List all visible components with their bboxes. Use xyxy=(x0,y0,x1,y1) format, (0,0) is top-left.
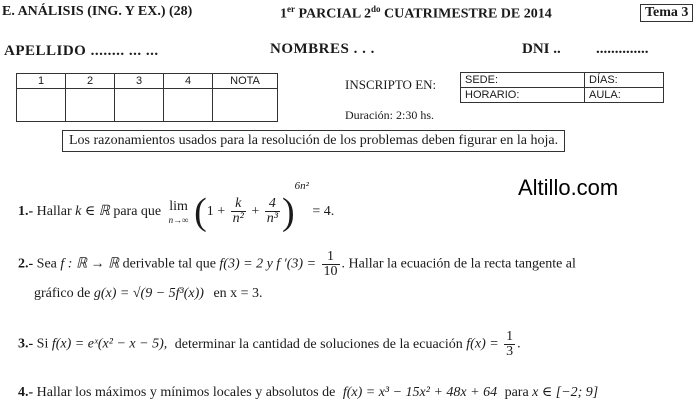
dias-cell[interactable]: DÍAS: xyxy=(585,73,664,88)
problem-1-text-b: para que xyxy=(113,204,162,219)
problem-3-text-a: Si xyxy=(36,336,49,352)
problem-1-n3: n³ xyxy=(266,211,278,227)
nombres-field[interactable]: NOMBRES . . . xyxy=(270,41,375,57)
grade-table xyxy=(16,73,278,122)
problem-3-three: 3 xyxy=(506,344,514,359)
grade-score-row xyxy=(17,89,278,122)
problem-1-exponent: 6n² xyxy=(294,180,309,192)
grade-cell-1[interactable] xyxy=(17,89,66,122)
problem-1-one-plus: 1 + xyxy=(206,204,226,219)
problem-1-text-a: Hallar xyxy=(36,204,72,219)
grade-cell-2[interactable] xyxy=(66,89,115,122)
problem-1-var: k ∈ ℝ xyxy=(75,204,110,219)
term-ordinal: 2 xyxy=(363,6,371,22)
grade-header-nota: NOTA xyxy=(213,74,278,89)
problem-1-open-paren: ( xyxy=(194,190,207,233)
watermark: Altillo.com xyxy=(518,175,619,200)
problem-1-k: k xyxy=(231,197,246,212)
problem-2-g: g(x) = √(9 − 5f³(x)) xyxy=(93,286,204,301)
problem-2-line-1 xyxy=(18,250,576,279)
problem-2-text-e: en x = 3. xyxy=(213,286,263,301)
problem-2-frac xyxy=(322,250,340,279)
problem-3-end: . xyxy=(517,336,521,352)
course-title: E. ANÁLISIS (ING. Y EX.) (28) xyxy=(2,4,193,19)
problem-3-one: 1 xyxy=(506,329,514,344)
problem-1-limit xyxy=(169,199,189,225)
apellido-field[interactable]: APELLIDO ........ ... ... xyxy=(4,43,159,59)
tema-badge: Tema 3 xyxy=(640,4,693,22)
problem-2-number: 2.- xyxy=(18,256,34,272)
grade-cell-nota[interactable] xyxy=(213,89,278,122)
problem-3-f: f(x) = eˣ(x² − x − 5), xyxy=(51,336,168,352)
problem-3 xyxy=(18,330,521,359)
enrollment-table xyxy=(460,72,664,103)
problem-4-domain: x ∈ [−2; 9] xyxy=(532,385,599,400)
aula-cell[interactable]: AULA: xyxy=(585,88,664,103)
problem-4-number: 4.- xyxy=(18,385,34,400)
problem-2-one: 1 xyxy=(322,250,340,265)
duration: Duración: 2:30 hs. xyxy=(345,108,434,122)
grade-cell-3[interactable] xyxy=(115,89,164,122)
problem-3-frac xyxy=(504,330,515,359)
problem-4-text-a: Hallar los máximos y mínimos locales y absolutos de xyxy=(36,385,336,400)
problem-1-plus: + xyxy=(251,204,260,219)
problem-1-close-paren: ) xyxy=(281,190,295,233)
exam-ordinal: 1 xyxy=(280,6,287,22)
grade-header-3: 3 xyxy=(115,74,164,89)
grade-header-1: 1 xyxy=(17,74,66,89)
grade-header-row xyxy=(17,74,278,89)
grade-cell-4[interactable] xyxy=(164,89,213,122)
term-text: CUATRIMESTRE DE 2014 xyxy=(383,6,552,22)
exam-ordinal-suffix: er xyxy=(287,4,295,14)
problem-2-cond: f(3) = 2 y f ′(3) = xyxy=(219,256,317,272)
term-ordinal-suffix: do xyxy=(370,4,381,14)
problem-1-frac-k xyxy=(231,197,246,226)
problem-2-ten: 10 xyxy=(323,264,338,279)
problem-2-func: f : ℝ → ℝ xyxy=(60,256,120,272)
instruction-box: Los razonamientos usados para la resolución de los problemas deben figurar en la hoja. xyxy=(62,130,565,152)
problem-2-text-a: Sea xyxy=(36,256,57,272)
dni-field[interactable]: DNI .. xyxy=(522,41,561,57)
grade-header-4: 4 xyxy=(164,74,213,89)
problem-4-text-b: para xyxy=(504,385,529,400)
problem-1-equals: = 4. xyxy=(312,204,335,219)
problem-3-eq: f(x) = xyxy=(466,336,499,352)
problem-1-four: 4 xyxy=(265,197,280,212)
problem-1-lim-sub: n→∞ xyxy=(168,214,189,225)
exam-title xyxy=(280,4,552,23)
exam-word: PARCIAL xyxy=(298,6,361,22)
problem-2-text-c: . Hallar la ecuación de la recta tangente al xyxy=(341,256,576,272)
grade-header-2: 2 xyxy=(66,74,115,89)
problem-1-frac-4 xyxy=(265,197,280,226)
problem-3-number: 3.- xyxy=(18,336,34,352)
problem-1-number: 1.- xyxy=(18,204,34,219)
sede-cell[interactable]: SEDE: xyxy=(461,73,585,88)
problem-3-text-b: determinar la cantidad de soluciones de la ecuación xyxy=(174,336,463,352)
inscripto-label: INSCRIPTO EN: xyxy=(345,77,437,92)
horario-cell[interactable]: HORARIO: xyxy=(461,88,585,103)
problem-4 xyxy=(18,384,598,401)
problem-2-line-2 xyxy=(34,286,263,302)
problem-2-text-b: derivable tal que xyxy=(122,256,216,272)
problem-1 xyxy=(18,180,334,231)
dni-dots: .............. xyxy=(596,41,649,57)
problem-4-f: f(x) = x³ − 15x² + 48x + 64 xyxy=(342,385,498,400)
problem-2-text-d: gráfico de xyxy=(34,286,91,301)
problem-1-n2: n² xyxy=(232,211,244,227)
problem-1-lim: lim xyxy=(169,198,188,214)
